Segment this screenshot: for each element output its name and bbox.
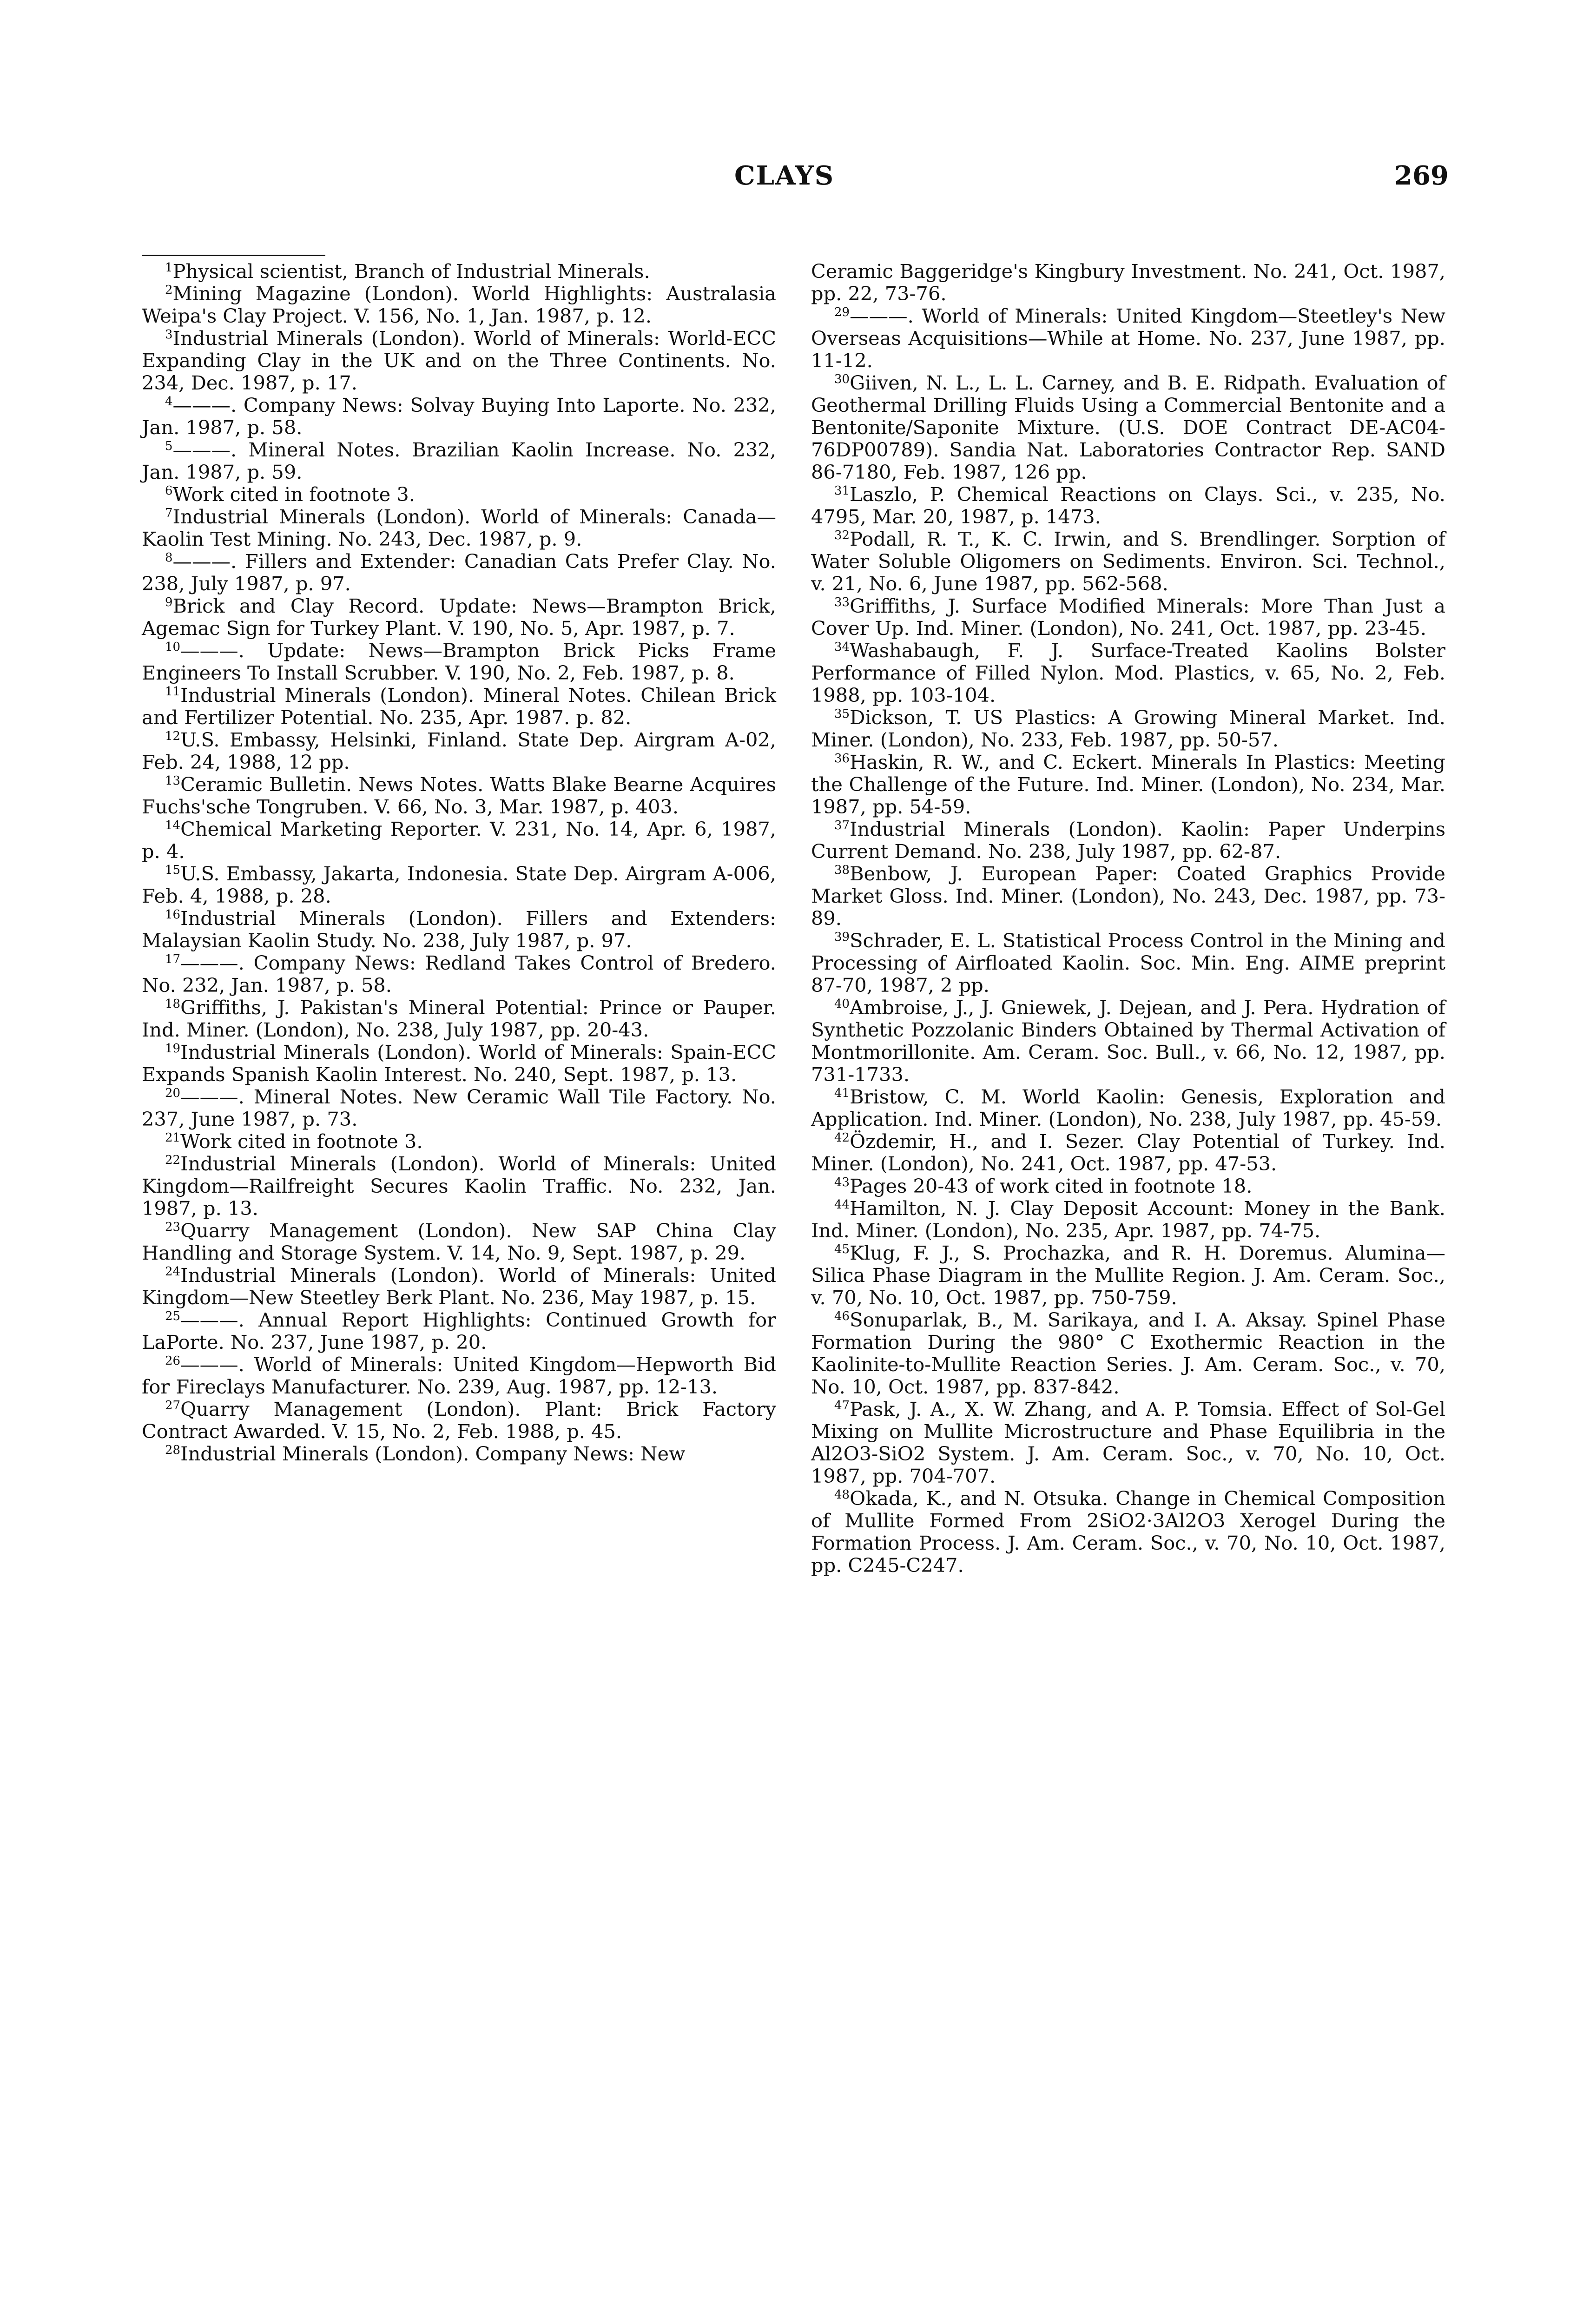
footnote-number: 41 xyxy=(834,1086,850,1100)
footnote-24 xyxy=(142,1264,776,1309)
footnote-text: Industrial Minerals (London). Kaolin: Paper Underpins Current Demand. No. 238, July 1987, pp. 62-87. xyxy=(811,818,1445,863)
footnote-text: Washabaugh, F. J. Surface-Treated Kaolins Bolster Performance of Filled Nylon. Mod. Plastics, v. 65, No. 2, Feb. 1988, pp. 103-104. xyxy=(811,639,1445,706)
footnote-text: Physical scientist, Branch of Industrial Minerals. xyxy=(172,260,650,283)
footnote-19 xyxy=(142,1041,776,1086)
footnote-number: 32 xyxy=(834,528,850,542)
footnote-18 xyxy=(142,997,776,1041)
footnote-text: Chemical Marketing Reporter. V. 231, No. 14, Apr. 6, 1987, p. 4. xyxy=(142,818,776,863)
footnote-number: 43 xyxy=(834,1175,850,1189)
footnote-number: 29 xyxy=(834,305,850,319)
left-column xyxy=(142,260,776,1465)
footnote-9 xyxy=(142,595,776,640)
footnote-7 xyxy=(142,506,776,550)
footnote-text: ———. World of Minerals: United Kingdom—Steetley's New Overseas Acquisitions—While at Home. No. 237, June 1987, pp. 11-12. xyxy=(811,304,1445,372)
footnote-text: ———. Fillers and Extender: Canadian Cats Prefer Clay. No. 238, July 1987, p. 97. xyxy=(142,550,776,595)
footnote-number: 13 xyxy=(165,774,181,788)
footnote-number: 4 xyxy=(165,395,173,409)
footnote-number: 31 xyxy=(834,484,850,498)
footnote-text: Pask, J. A., X. W. Zhang, and A. P. Tomsia. Effect of Sol-Gel Mixing on Mullite Microstructure and Phase Equilibria in the Al2O3-SiO2 System. J. Am. Ceram. Soc., v. 70, No. 10, Oct. 1987, pp. 704-707. xyxy=(811,1398,1445,1487)
footnote-44 xyxy=(811,1197,1445,1242)
page-number: 269 xyxy=(1394,160,1449,191)
footnote-13 xyxy=(142,773,776,818)
footnote-text: ———. Annual Report Highlights: Continued Growth for LaPorte. No. 237, June 1987, p. 20. xyxy=(142,1308,776,1353)
footnote-number: 46 xyxy=(834,1309,850,1323)
footnote-text: Work cited in footnote 3. xyxy=(180,1130,423,1153)
footnote-4 xyxy=(142,394,776,439)
footnote-28 xyxy=(142,1443,776,1465)
footnote-1 xyxy=(142,260,776,283)
footnote-17 xyxy=(142,952,776,997)
footnote-21 xyxy=(142,1130,776,1153)
footnote-number: 11 xyxy=(165,685,181,699)
footnote-16 xyxy=(142,907,776,952)
running-title: CLAYS xyxy=(734,160,835,191)
footnote-number: 37 xyxy=(834,819,850,832)
footnote-text: Industrial Minerals (London). Fillers and Extenders: Malaysian Kaolin Study. No. 238, July 1987, p. 97. xyxy=(142,907,776,952)
footnote-text: ———. World of Minerals: United Kingdom—Hepworth Bid for Fireclays Manufacturer. No. 239, Aug. 1987, pp. 12-13. xyxy=(142,1353,776,1398)
footnote-11 xyxy=(142,684,776,729)
footnote-text: ———. Mineral Notes. Brazilian Kaolin Increase. No. 232, Jan. 1987, p. 59. xyxy=(142,438,776,483)
footnote-number: 19 xyxy=(165,1042,181,1056)
footnote-text: Özdemir, H., and I. Sezer. Clay Potential of Turkey. Ind. Miner. (London), No. 241, Oct. 1987, pp. 47-53. xyxy=(811,1130,1445,1175)
footnote-42 xyxy=(811,1130,1445,1175)
footnote-text: Work cited in footnote 3. xyxy=(172,483,415,506)
footnote-33 xyxy=(811,595,1445,640)
footnote-text: Giiven, N. L., L. L. Carney, and B. E. Ridpath. Evaluation of Geothermal Drilling Fluids Using a Commercial Bentonite and a Bentonite/Saponite Mixture. (U.S. DOE Contract DE-AC04-76DP00789). Sandia Nat. Laboratories Contractor Rep. SAND 86-7180, Feb. 1987, 126 pp. xyxy=(811,371,1445,483)
footnote-number: 44 xyxy=(834,1198,850,1212)
footnote-40 xyxy=(811,997,1445,1086)
footnote-number: 15 xyxy=(165,863,181,877)
footnote-29 xyxy=(811,305,1445,372)
footnote-text: Okada, K., and N. Otsuka. Change in Chemical Composition of Mullite Formed From 2SiO2·3Al2O3 Xerogel During the Formation Process. J. Am. Ceram. Soc., v. 70, No. 10, Oct. 1987, pp. C245-C247. xyxy=(811,1487,1445,1577)
footnote-text: ———. Update: News—Brampton Brick Picks Frame Engineers To Install Scrubber. V. 190, No. 2, Feb. 1987, p. 8. xyxy=(142,639,776,684)
footnote-text: Sonuparlak, B., M. Sarikaya, and I. A. Aksay. Spinel Phase Formation During the 980° C Exothermic Reaction in the Kaolinite-to-Mullite Reaction Series. J. Am. Ceram. Soc., v. 70, No. 10, Oct. 1987, pp. 837-842. xyxy=(811,1308,1445,1398)
footnote-number: 33 xyxy=(834,595,850,609)
footnote-number: 16 xyxy=(165,908,181,922)
footnote-text: Industrial Minerals (London). World of Minerals: World-ECC Expanding Clay in the UK and on the Three Continents. No. 234, Dec. 1987, p. 17. xyxy=(142,327,776,394)
footnote-number: 23 xyxy=(165,1220,181,1234)
footnote-35 xyxy=(811,706,1445,751)
footnote-text: Ambroise, J., J. Gniewek, J. Dejean, and J. Pera. Hydration of Synthetic Pozzolanic Binders Obtained by Thermal Activation of Montmorillonite. Am. Ceram. Soc. Bull., v. 66, No. 12, 1987, pp. 731-1733. xyxy=(811,996,1445,1086)
footnote-text: U.S. Embassy, Helsinki, Finland. State Dep. Airgram A-02, Feb. 24, 1988, 12 pp. xyxy=(142,728,776,773)
footnote-number: 21 xyxy=(165,1131,181,1145)
footnote-48 xyxy=(811,1487,1445,1577)
footnote-text: Laszlo, P. Chemical Reactions on Clays. Sci., v. 235, No. 4795, Mar. 20, 1987, p. 1473. xyxy=(811,483,1445,528)
footnote-20 xyxy=(142,1086,776,1130)
footnote-number: 14 xyxy=(165,819,181,832)
footnote-number: 7 xyxy=(165,506,173,520)
footnote-text: Mining Magazine (London). World Highlights: Australasia Weipa's Clay Project. V. 156, No. 1, Jan. 1987, p. 12. xyxy=(142,282,776,327)
footnote-number: 17 xyxy=(165,952,181,966)
footnote-32 xyxy=(811,528,1445,595)
footnote-text: Dickson, T. US Plastics: A Growing Mineral Market. Ind. Miner. (London), No. 233, Feb. 1987, pp. 50-57. xyxy=(811,706,1445,751)
footnote-number: 10 xyxy=(165,640,181,654)
footnote-number: 48 xyxy=(834,1488,850,1502)
page-header xyxy=(0,160,1583,198)
footnote-number: 26 xyxy=(165,1354,181,1368)
footnote-number: 40 xyxy=(834,997,850,1011)
footnote-number: 3 xyxy=(165,328,173,342)
footnote-number: 34 xyxy=(834,640,850,654)
footnote-number: 39 xyxy=(834,930,850,944)
footnote-text: ———. Mineral Notes. New Ceramic Wall Tile Factory. No. 237, June 1987, p. 73. xyxy=(142,1085,776,1130)
footnote-number: 36 xyxy=(834,752,850,766)
footnote-number: 27 xyxy=(165,1399,181,1413)
footnote-14 xyxy=(142,818,776,863)
footnote-22 xyxy=(142,1153,776,1220)
footnote-text: Griffiths, J. Surface Modified Minerals: More Than Just a Cover Up. Ind. Miner. (London), No. 241, Oct. 1987, pp. 23-45. xyxy=(811,594,1445,640)
footnote-number: 35 xyxy=(834,707,850,721)
footnote-46 xyxy=(811,1309,1445,1398)
footnote-text: Benbow, J. European Paper: Coated Graphics Provide Market Gloss. Ind. Miner. (London), No. 243, Dec. 1987, pp. 73-89. xyxy=(811,862,1445,930)
footnote-text: Schrader, E. L. Statistical Process Control in the Mining and Processing of Airfloated Kaolin. Soc. Min. Eng. AIME preprint 87-70, 1987, 2 pp. xyxy=(811,929,1445,997)
footnote-number: 18 xyxy=(165,997,181,1011)
footnote-text: Quarry Management (London). Plant: Brick Factory Contract Awarded. V. 15, No. 2, Feb. 1988, p. 45. xyxy=(142,1398,776,1443)
footnote-number: 20 xyxy=(165,1086,181,1100)
footnote-10 xyxy=(142,640,776,684)
footnote-text: Industrial Minerals (London). Mineral Notes. Chilean Brick and Fertilizer Potential. No. 235, Apr. 1987. p. 82. xyxy=(142,684,776,729)
footnote-rule xyxy=(142,255,325,256)
footnote-43 xyxy=(811,1175,1445,1197)
footnote-text: Quarry Management (London). New SAP China Clay Handling and Storage System. V. 14, No. 9, Sept. 1987, p. 29. xyxy=(142,1219,776,1264)
footnote-27 xyxy=(142,1398,776,1443)
footnote-37 xyxy=(811,818,1445,863)
footnote-number: 38 xyxy=(834,863,850,877)
footnote-text: Klug, F. J., S. Prochazka, and R. H. Doremus. Alumina—Silica Phase Diagram in the Mullite Region. J. Am. Ceram. Soc., v. 70, No. 10, Oct. 1987, pp. 750-759. xyxy=(811,1241,1445,1309)
footnote-text: Podall, R. T., K. C. Irwin, and S. Brendlinger. Sorption of Water Soluble Oligomers on Sediments. Environ. Sci. Technol., v. 21, No. 6, June 1987, pp. 562-568. xyxy=(811,528,1445,595)
footnote-number: 42 xyxy=(834,1131,850,1145)
footnote-38 xyxy=(811,863,1445,930)
footnote-26 xyxy=(142,1353,776,1398)
footnote-12 xyxy=(142,729,776,773)
footnote-text: Hamilton, N. J. Clay Deposit Account: Money in the Bank. Ind. Miner. (London), No. 235, Apr. 1987, pp. 74-75. xyxy=(811,1197,1445,1242)
footnote-text: Haskin, R. W., and C. Eckert. Minerals In Plastics: Meeting the Challenge of the Future. Ind. Miner. (London), No. 234, Mar. 1987, pp. 54-59. xyxy=(811,751,1445,818)
footnote-number: 24 xyxy=(165,1265,181,1279)
footnote-2 xyxy=(142,283,776,327)
footnote-number: 8 xyxy=(165,551,173,565)
footnote-text: Ceramic Bulletin. News Notes. Watts Blake Bearne Acquires Fuchs'sche Tongruben. V. 66, No. 3, Mar. 1987, p. 403. xyxy=(142,773,776,818)
footnote-number: 28 xyxy=(165,1443,181,1457)
footnote-number: 9 xyxy=(165,595,173,609)
footnote-continuation: Ceramic Baggeridge's Kingbury Investment. No. 241, Oct. 1987, pp. 22, 73-76. xyxy=(811,260,1445,305)
footnote-number: 5 xyxy=(165,439,173,453)
footnote-36 xyxy=(811,751,1445,818)
footnote-text: Brick and Clay Record. Update: News—Brampton Brick, Agemac Sign for Turkey Plant. V. 190, No. 5, Apr. 1987, p. 7. xyxy=(142,594,776,640)
footnote-text: Industrial Minerals (London). World of Minerals: United Kingdom—Railfreight Secures Kaolin Traffic. No. 232, Jan. 1987, p. 13. xyxy=(142,1152,776,1220)
footnote-47 xyxy=(811,1398,1445,1487)
footnote-3 xyxy=(142,327,776,394)
footnote-text: ———. Company News: Solvay Buying Into Laporte. No. 232, Jan. 1987, p. 58. xyxy=(142,394,776,439)
footnote-41 xyxy=(811,1086,1445,1130)
footnote-23 xyxy=(142,1220,776,1264)
footnote-8 xyxy=(142,550,776,595)
footnote-6 xyxy=(142,483,776,506)
footnote-text: Industrial Minerals (London). World of Minerals: Spain-ECC Expands Spanish Kaolin Interest. No. 240, Sept. 1987, p. 13. xyxy=(142,1041,776,1086)
footnote-text: Pages 20-43 of work cited in footnote 18. xyxy=(850,1175,1253,1197)
footnote-text: Bristow, C. M. World Kaolin: Genesis, Exploration and Application. Ind. Miner. (London), No. 238, July 1987, pp. 45-59. xyxy=(811,1085,1445,1130)
footnote-30 xyxy=(811,372,1445,483)
footnote-number: 1 xyxy=(165,261,173,275)
footnote-text: Griffiths, J. Pakistan's Mineral Potential: Prince or Pauper. Ind. Miner. (London), No. 238, July 1987, pp. 20-43. xyxy=(142,996,776,1041)
footnote-5 xyxy=(142,439,776,483)
footnote-31 xyxy=(811,483,1445,528)
footnote-45 xyxy=(811,1242,1445,1309)
footnote-number: 30 xyxy=(834,372,850,386)
footnote-text: Industrial Minerals (London). Company News: New xyxy=(180,1442,686,1465)
footnote-number: 45 xyxy=(834,1242,850,1256)
footnote-text: Industrial Minerals (London). World of Minerals: United Kingdom—New Steetley Berk Plant. No. 236, May 1987, p. 15. xyxy=(142,1264,776,1309)
footnote-text: Industrial Minerals (London). World of Minerals: Canada—Kaolin Test Mining. No. 243, Dec. 1987, p. 9. xyxy=(142,505,776,550)
footnote-number: 2 xyxy=(165,283,173,297)
footnote-number: 12 xyxy=(165,729,181,743)
footnote-number: 22 xyxy=(165,1153,181,1167)
footnote-text: U.S. Embassy, Jakarta, Indonesia. State Dep. Airgram A-006, Feb. 4, 1988, p. 28. xyxy=(142,862,776,907)
footnote-39 xyxy=(811,930,1445,997)
footnote-34 xyxy=(811,640,1445,706)
footnote-number: 6 xyxy=(165,484,173,498)
footnote-text: ———. Company News: Redland Takes Control of Bredero. No. 232, Jan. 1987, p. 58. xyxy=(142,951,776,997)
footnote-15 xyxy=(142,863,776,907)
footnote-number: 25 xyxy=(165,1309,181,1323)
right-column xyxy=(811,260,1445,1577)
footnote-number: 47 xyxy=(834,1399,850,1413)
footnote-25 xyxy=(142,1309,776,1353)
